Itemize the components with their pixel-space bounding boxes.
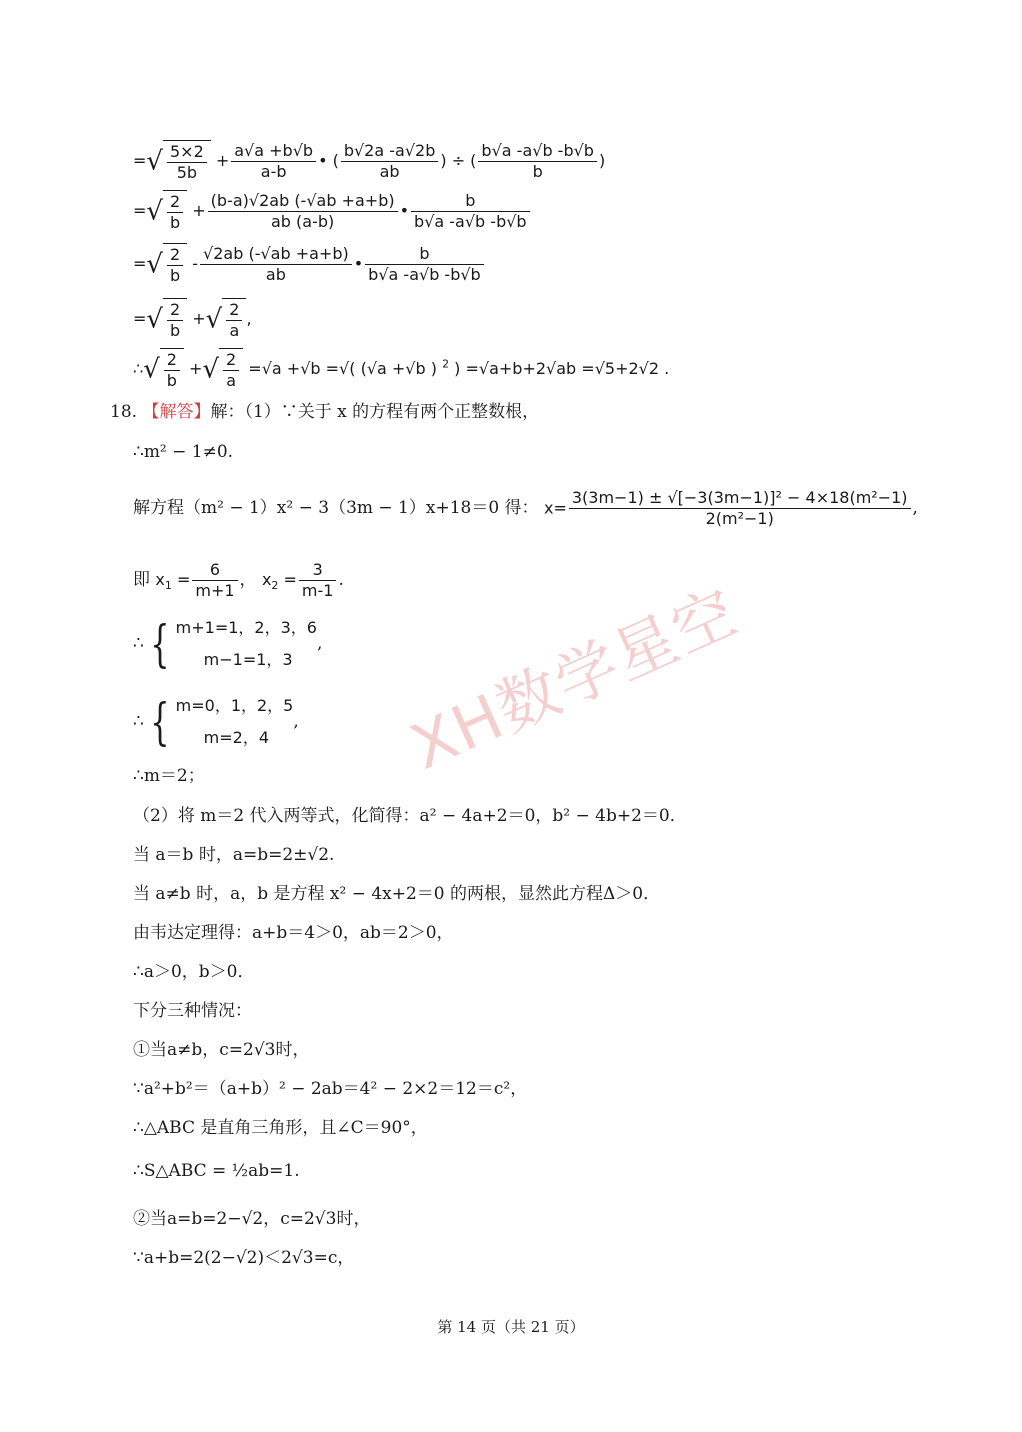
system-1-row-1: m+1=1，2，3，6: [175, 618, 317, 637]
derivation-line-3: =√ $\frac{2}{b}$ - $\frac{√2ab (-√ab +a+b)}{ab}$ • $\frac{b}{b√a -a√b -b√b}$: [133, 243, 486, 286]
system-2-row-2: m=2，4: [203, 728, 269, 747]
quadratic-formula: [569, 488, 911, 529]
case-2-line: ②当a=b=2−√2，c=2√3时，: [133, 1209, 371, 1229]
intro-text: 解：（1）∵关于 x 的方程有两个正整数根，: [210, 402, 540, 422]
problem-18-intro: [110, 404, 539, 421]
system-2: ∴ { m=0，1，2，5 m=2，4 ,: [133, 690, 299, 754]
formula-numerator: 3(3m−1) ± √[−3(3m−1)]² − 4×18(m²−1): [569, 488, 911, 509]
answer-tag: 【解答】: [142, 402, 211, 422]
roots-line: 即 $x_1$ = $\frac{6}{m+1}$ ， $x_2$ = $\frac{3}{m-1}$ .: [133, 560, 344, 600]
case-1-right-triangle: ∴△ABC 是直角三角形，且∠C＝90°，: [133, 1118, 428, 1138]
system-1: ∴ { m+1=1，2，3，6 m−1=1，3 ,: [133, 612, 322, 676]
vieta-line: 由韦达定理得：a+b＝4＞0，ab＝2＞0，: [133, 923, 454, 943]
case-2-calc: ∵a+b=2(2−√2)＜2√3=c，: [133, 1248, 355, 1268]
solve-text: 解方程（m² − 1）x² − 3（3m − 1）x+18＝0 得：: [133, 498, 539, 518]
page-footer: 第 14 页（共 21 页）: [437, 1318, 585, 1336]
case-1-line: ①当a≠b，c=2√3时，: [133, 1040, 310, 1060]
three-cases-line: 下分三种情况：: [133, 1001, 252, 1021]
case-a-equals-b: 当 a＝b 时，a=b=2±√2.: [133, 845, 335, 865]
derivation-line-5: ∴√ $\frac{2}{b}$ +√ $\frac{2}{a}$ =√a +√b =√( (√a +√b ) $^2$ ) =√a+b+2√ab =√5+2√2 .: [133, 350, 670, 390]
case-1-calc: ∵a²+b²＝（a+b）² − 2ab＝4² − 2×2＝12＝c²，: [133, 1079, 528, 1099]
condition-line: ∴m² − 1≠0.: [133, 442, 234, 462]
watermark: XH数学星空: [400, 574, 749, 784]
solve-line: 解方程（m² − 1）x² − 3（3m − 1）x+18＝0 得： x= $\frac{\text{3(3m−1) ± √[−3(3m−1)]² − 4×18(m²−1)}}{\text{2(m²−1)}}$ ,: [133, 488, 918, 528]
system-1-row-2: m−1=1，3: [203, 650, 293, 669]
derivation-line-4: =√ $\frac{2}{b}$ +√ $\frac{2}{a}$ ,: [133, 300, 252, 340]
formula-denominator: 2(m²−1): [705, 509, 774, 528]
problem-number: 18.: [110, 402, 138, 422]
case-a-not-b: 当 a≠b 时，a，b 是方程 x² − 4x+2＝0 的两根，显然此方程Δ＞0．: [133, 884, 661, 904]
system-2-row-1: m=0，1，2，5: [175, 696, 294, 715]
derivation-line-2: =√ $\frac{2}{b}$ + $\frac{(b-a)√2ab (-√ab +a+b)}{ab (a-b)}$ • $\frac{b}{b√a -a√b -b√b}$: [133, 190, 532, 233]
m-result: ∴m＝2；: [133, 766, 205, 786]
derivation-line-1: =√ $\frac{5\times 2}{5b}$ + $\frac{a√a +b√b}{a-b}$ • ( $\frac{b√2a -a√2b}{ab}$ ) ÷ ( $\frac{b√a -a√b -b√b}{b}$ ): [133, 141, 606, 182]
case-1-area: ∴S△ABC = ½ab=1.: [133, 1161, 300, 1181]
positive-line: ∴a＞0，b＞0．: [133, 962, 255, 982]
part-2-line: （2）将 m＝2 代入两等式，化简得：a² − 4a+2＝0，b² − 4b+2＝0．: [133, 806, 687, 826]
